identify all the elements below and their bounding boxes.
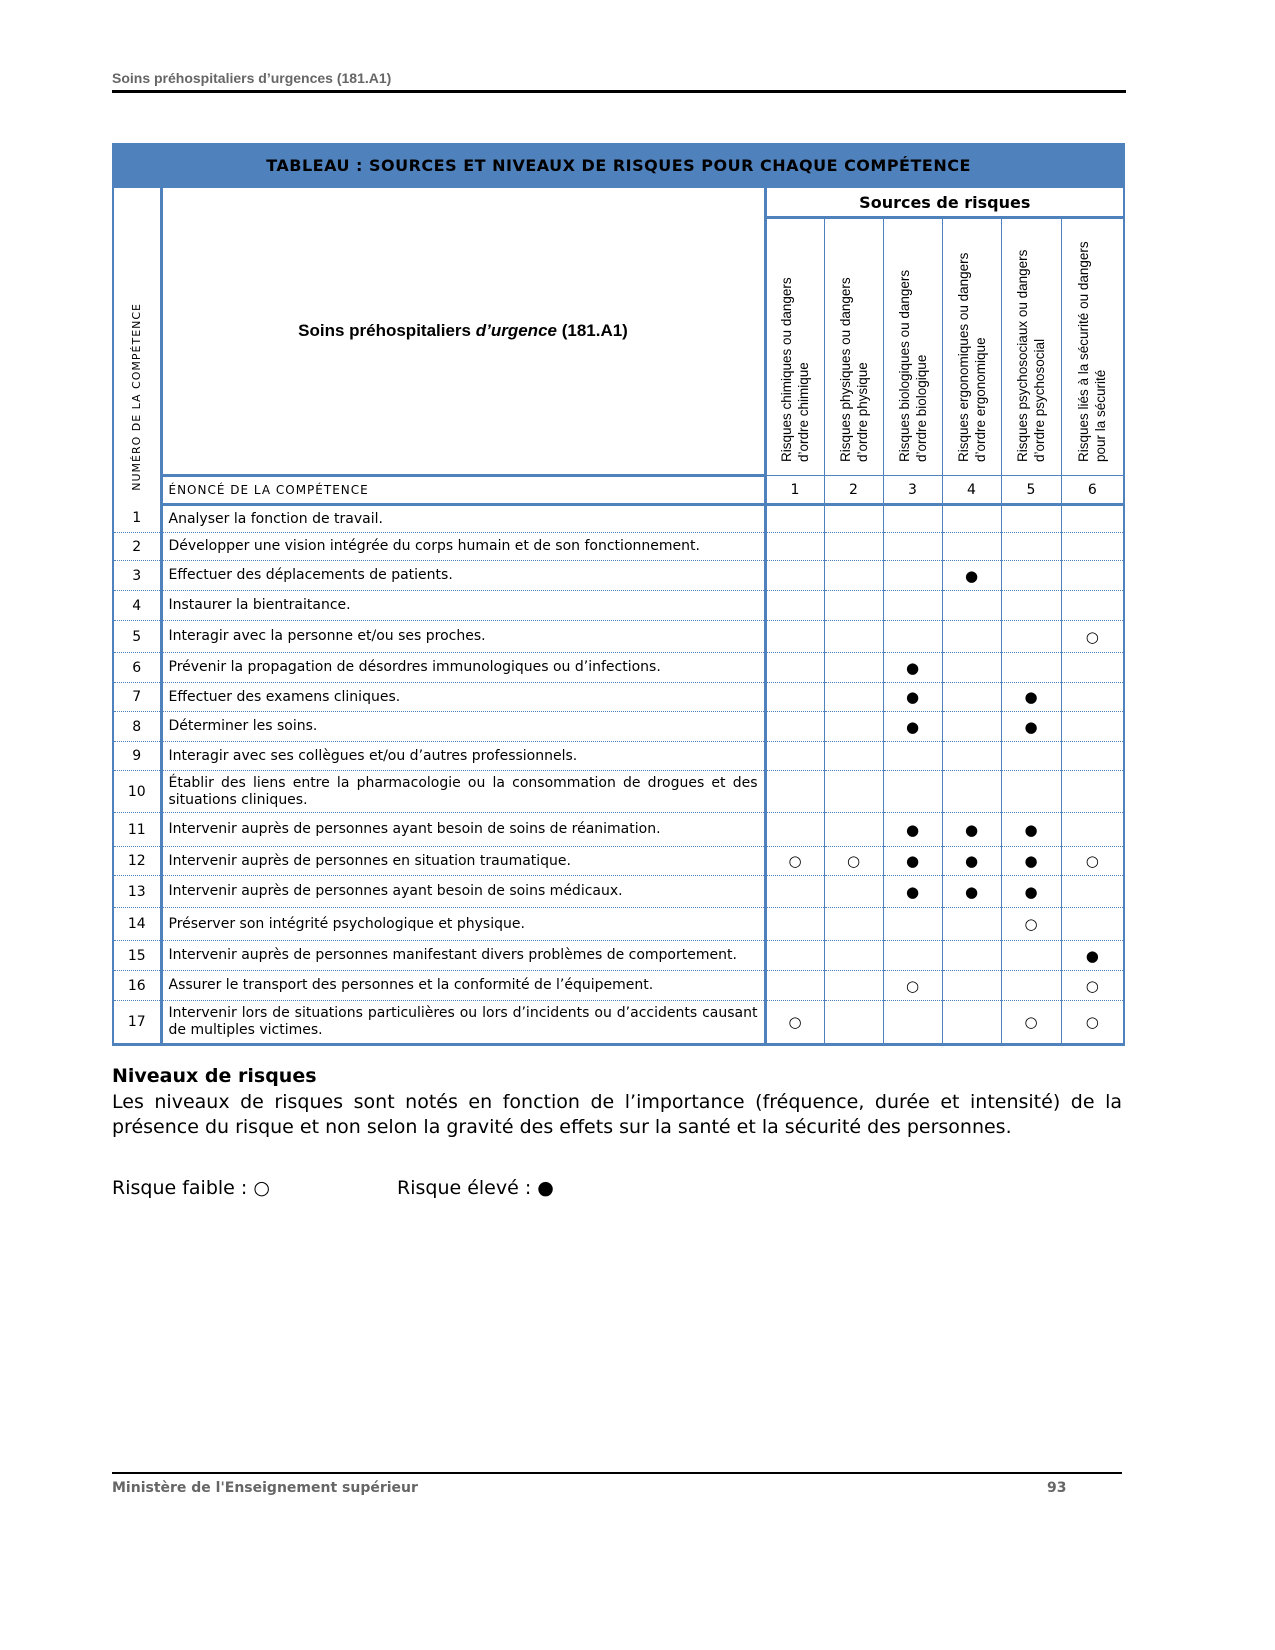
competence-number: 2 [113,533,161,561]
competence-number: 13 [113,876,161,908]
risk-cell [824,813,883,847]
risk-cell [1001,941,1061,971]
risk-cell [883,591,942,621]
column-label: Risques psychosociaux ou dangers d’ordre psychosocial [1015,249,1047,462]
risk-cell [883,683,942,712]
risk-cell [942,971,1001,1001]
risk-cell [765,561,824,591]
risk-cell [824,771,883,813]
column-number: 1 [765,476,824,505]
running-title: Soins préhospitaliers d’urgences (181.A1) [112,70,392,86]
risk-cell [1061,813,1124,847]
table-row [113,941,1124,971]
low-risk-icon: ○ [905,976,920,995]
risk-cell [942,908,1001,941]
competence-number: 6 [113,653,161,683]
competence-number: 10 [113,771,161,813]
risk-cell [824,621,883,653]
risk-cell [1061,941,1124,971]
legend-low: Risque faible : ○ [112,1177,270,1199]
table-row [113,561,1124,591]
risk-cell [1061,591,1124,621]
risk-cell [765,742,824,771]
risk-cell [1061,971,1124,1001]
competence-statement: Déterminer les soins. [161,712,765,742]
low-risk-icon: ○ [788,852,802,870]
risk-cell [1001,712,1061,742]
risk-cell [1061,742,1124,771]
risk-cell [1061,653,1124,683]
risk-cell [765,653,824,683]
risk-cell [942,505,1001,533]
column-label: Risques chimiques ou dangers d’ordre chimique [779,277,811,462]
risk-cell [942,683,1001,712]
risk-cell [942,771,1001,813]
competence-number: 16 [113,971,161,1001]
risk-cell [883,742,942,771]
table-row [113,971,1124,1001]
risk-cell [765,847,824,876]
high-risk-icon: ● [964,882,979,901]
table-row [113,847,1124,876]
risk-cell [1001,683,1061,712]
competence-number: 1 [113,505,161,533]
risk-cell [883,971,942,1001]
competence-statement: Intervenir auprès de personnes en situation traumatique. [161,847,765,876]
competence-statement: Interagir avec ses collègues et/ou d’autres professionnels. [161,742,765,771]
competence-number: 14 [113,908,161,941]
risk-cell [883,505,942,533]
high-risk-icon: ● [905,688,920,706]
risk-cell [883,712,942,742]
table-row [113,505,1124,533]
competence-statement: Intervenir auprès de personnes manifestant divers problèmes de comportement. [161,941,765,971]
risk-cell [883,533,942,561]
risk-cell [765,533,824,561]
column-label: Risques physiques ou dangers d’ordre physique [837,277,870,462]
risk-cell [1001,653,1061,683]
risk-cell [883,561,942,591]
competence-statement: Établir des liens entre la pharmacologie ou la consommation de drogues et des situations cliniques. [161,771,765,813]
num-header-label: NUMÉRO DE LA COMPÉTENCE [130,302,144,491]
risk-cell [1001,561,1061,591]
risk-cell [942,561,1001,591]
competence-statement: Effectuer des déplacements de patients. [161,561,765,591]
risk-cell [1061,1001,1124,1045]
risk-cell [883,1001,942,1045]
table-row [113,742,1124,771]
table-row [113,621,1124,653]
risk-cell [1061,683,1124,712]
table-row [113,591,1124,621]
risk-cell [765,971,824,1001]
risk-cell [824,653,883,683]
legend-high: Risque élevé : ● [397,1177,554,1199]
levels-text: Les niveaux de risques sont notés en fonction de l’importance (fréquence, durée et intensité) de la présence du risque et non selon la gravité des effets sur la santé et la sécurité des personnes. [112,1091,1122,1138]
risk-cell [883,847,942,876]
column-number: 6 [1061,476,1124,505]
risk-cell [883,771,942,813]
risk-cell [765,941,824,971]
risk-cell [1001,971,1061,1001]
program-code: (181.A1) [556,321,628,340]
high-risk-icon: ● [905,658,920,677]
risk-cell [942,533,1001,561]
risk-table [112,143,1125,1046]
risk-cell [942,712,1001,742]
risk-cell [942,621,1001,653]
risk-cell [1061,621,1124,653]
column-header [765,218,824,476]
competence-number: 12 [113,847,161,876]
column-number: 4 [942,476,1001,505]
high-risk-icon: ● [1024,688,1038,706]
low-risk-icon: ○ [846,852,861,870]
high-risk-icon: ● [964,852,979,870]
risk-cell [824,1001,883,1045]
competence-statement: Instaurer la bientraitance. [161,591,765,621]
table-row [113,876,1124,908]
low-risk-icon: ○ [1085,1013,1099,1031]
competence-statement: Intervenir lors de situations particulières ou lors d’incidents ou d’accidents causant de multiples victimes. [161,1001,765,1045]
risk-cell [883,941,942,971]
table-row [113,683,1124,712]
program-name-italic: d’urgence [475,321,557,340]
risk-cell [824,971,883,1001]
risk-cell [1001,876,1061,908]
risk-cell [942,847,1001,876]
footer-ministry: Ministère de l'Enseignement supérieur [112,1480,418,1496]
risk-cell [765,771,824,813]
risk-cell [1061,533,1124,561]
column-number: 5 [1001,476,1061,505]
risk-cell [1061,908,1124,941]
risk-cell [765,621,824,653]
competence-number: 5 [113,621,161,653]
column-header [942,218,1001,476]
column-label: Risques biologiques ou dangers d’ordre biologique [896,269,929,462]
table-row [113,771,1124,813]
table-row [113,533,1124,561]
high-risk-icon: ● [905,852,920,870]
column-label: Risques ergonomiques ou dangers d’ordre ergonomique [955,252,988,462]
column-header [1001,218,1061,476]
high-risk-icon: ● [905,820,920,839]
risk-cell [1001,771,1061,813]
low-risk-icon: ○ [1085,852,1099,870]
risk-cell [1001,742,1061,771]
page-number: 93 [1047,1480,1067,1496]
competence-statement: Prévenir la propagation de désordres immunologiques ou d’infections. [161,653,765,683]
risk-cell [765,591,824,621]
enonce-header: ÉNONCÉ DE LA COMPÉTENCE [161,476,765,505]
column-header [1061,218,1124,476]
risk-cell [883,813,942,847]
risk-cell [942,742,1001,771]
competence-statement: Interagir avec la personne et/ou ses proches. [161,621,765,653]
risk-cell [765,1001,824,1045]
competence-statement: Assurer le transport des personnes et la conformité de l’équipement. [161,971,765,1001]
risk-cell [942,653,1001,683]
risk-cell [1001,505,1061,533]
column-label: Risques liés à la sécurité ou dangers pour la sécurité [1076,241,1109,462]
risk-cell [824,908,883,941]
risk-cell [824,561,883,591]
high-risk-icon: ● [964,820,979,839]
high-risk-icon: ● [905,717,920,736]
low-risk-icon: ○ [1024,1013,1038,1031]
risk-cell [942,1001,1001,1045]
risk-cell [1061,876,1124,908]
competence-number: 4 [113,591,161,621]
competence-number: 8 [113,712,161,742]
risk-cell [883,621,942,653]
risk-cell [942,876,1001,908]
risk-cell [1001,908,1061,941]
risk-cell [883,908,942,941]
risk-cell [883,653,942,683]
low-risk-icon: ○ [1085,627,1099,646]
risk-cell [765,876,824,908]
competence-number: 17 [113,1001,161,1045]
risk-cell [1001,1001,1061,1045]
risk-cell [1001,813,1061,847]
high-risk-icon: ● [1085,946,1099,965]
competence-statement: Intervenir auprès de personnes ayant besoin de soins de réanimation. [161,813,765,847]
risk-cell [765,505,824,533]
high-risk-icon: ● [964,566,979,585]
competence-statement: Intervenir auprès de personnes ayant besoin de soins médicaux. [161,876,765,908]
risk-cell [824,505,883,533]
risk-cell [942,813,1001,847]
column-number: 3 [883,476,942,505]
risk-cell [1001,621,1061,653]
competence-statement: Analyser la fonction de travail. [161,505,765,533]
risk-cell [1061,847,1124,876]
high-risk-icon: ● [905,882,920,901]
risk-cell [824,941,883,971]
competence-number: 11 [113,813,161,847]
table-row [113,813,1124,847]
risk-cell [1061,561,1124,591]
risk-cell [1001,591,1061,621]
table-row [113,908,1124,941]
risk-cell [765,908,824,941]
risk-cell [1061,505,1124,533]
high-risk-icon: ● [1024,717,1038,736]
program-title [161,187,765,476]
table-row [113,712,1124,742]
low-risk-icon: ○ [788,1013,802,1031]
risk-cell [1001,847,1061,876]
table-title: TABLEAU : SOURCES ET NIVEAUX DE RISQUES POUR CHAQUE COMPÉTENCE [113,144,1124,187]
risk-cell [1061,712,1124,742]
competence-number: 9 [113,742,161,771]
competence-number: 3 [113,561,161,591]
table-row [113,653,1124,683]
risk-cell [824,876,883,908]
column-header [824,218,883,476]
competence-statement: Préserver son intégrité psychologique et physique. [161,908,765,941]
risk-cell [765,712,824,742]
risk-cell [765,813,824,847]
column-number: 2 [824,476,883,505]
competence-statement: Effectuer des examens cliniques. [161,683,765,712]
column-header [883,218,942,476]
competence-number: 7 [113,683,161,712]
low-risk-icon: ○ [1085,976,1099,995]
num-header [113,187,161,505]
sources-header: Sources de risques [765,187,1124,218]
risk-cell [765,683,824,712]
risk-cell [883,876,942,908]
levels-title: Niveaux de risques [112,1065,317,1087]
risk-cell [824,712,883,742]
footer-rule [112,1472,1122,1474]
risk-cell [942,591,1001,621]
table-row [113,1001,1124,1045]
competence-statement: Développer une vision intégrée du corps humain et de son fonctionnement. [161,533,765,561]
program-name: Soins préhospitaliers [298,321,476,340]
risk-cell [824,591,883,621]
risk-cell [824,742,883,771]
risk-cell [1001,533,1061,561]
high-risk-icon: ● [1024,852,1038,870]
risk-cell [824,847,883,876]
high-risk-icon: ● [1024,820,1038,839]
risk-cell [942,941,1001,971]
low-risk-icon: ○ [1024,915,1038,933]
header-rule [112,90,1126,93]
risk-cell [824,533,883,561]
high-risk-icon: ● [1024,882,1038,901]
risk-cell [824,683,883,712]
risk-cell [1061,771,1124,813]
competence-number: 15 [113,941,161,971]
